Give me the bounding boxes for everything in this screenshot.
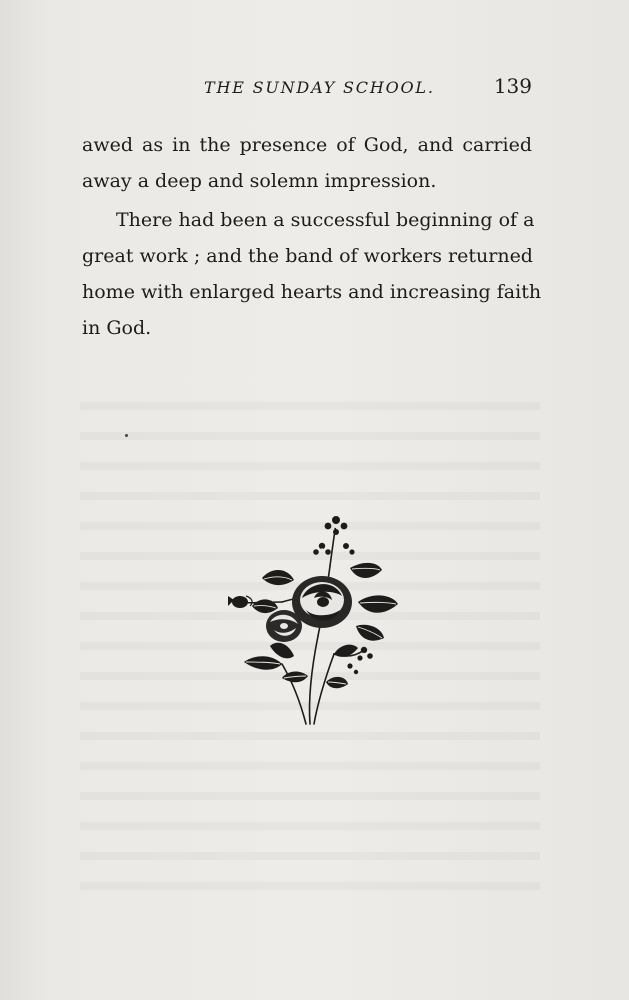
text-line: awed as in the presence of God, and carried [82, 134, 532, 156]
rose-sprig-icon [222, 506, 404, 728]
text-line: home with enlarged hearts and increasing faith [82, 281, 542, 303]
text-line: great work ; and the band of workers returned [82, 245, 533, 267]
running-title: THE SUNDAY SCHOOL. [204, 78, 435, 97]
text-line: away a deep and solemn impression. [82, 170, 437, 192]
paragraph-2 [82, 202, 542, 346]
text-line: There had been a successful beginning of a [116, 209, 535, 231]
running-head [82, 74, 532, 102]
text-line: in God. [82, 317, 152, 339]
paragraph-1 [82, 127, 532, 199]
page-number: 139 [493, 74, 532, 98]
body-text [82, 127, 542, 346]
ink-speck [125, 434, 128, 437]
